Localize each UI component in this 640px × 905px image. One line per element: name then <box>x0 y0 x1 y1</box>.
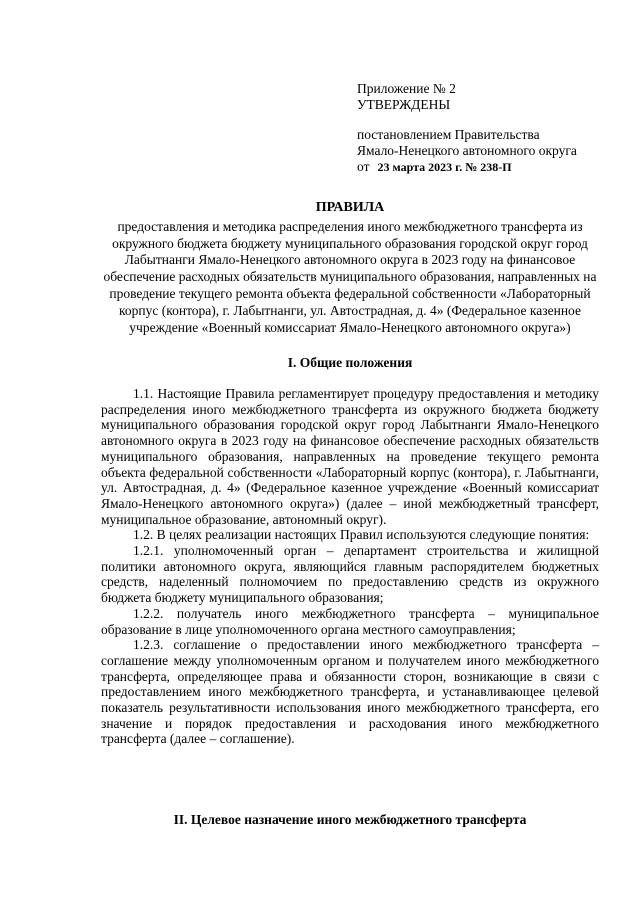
section2-heading: II. Целевое назначение иного межбюджетного трансферта <box>173 812 527 827</box>
title-heading: ПРАВИЛА <box>315 200 385 215</box>
paragraph-1-2-1: 1.2.1. уполномоченный орган – департамент строительства и жилищной политики автономного округа, являющийся главным распорядителем бюджетных средств, наделенный полномочием по предоставлению средств из окружного бюджета бюджету муниципального образования; <box>101 543 599 606</box>
from-label: от <box>357 159 370 174</box>
approved-label: УТВЕРЖДЕНЫ <box>357 97 451 112</box>
appendix-number: Приложение № 2 <box>357 81 456 96</box>
document-title <box>96 200 604 336</box>
section1-body <box>101 386 599 747</box>
resolution-date-line <box>357 159 607 175</box>
paragraph-1-1: 1.1. Настоящие Правила регламентирует процедуру предоставления и методику распределения иного межбюджетного трансферта из окружного бюджета бюджету муниципального образования городской округ город Лабытнанги Ямало-Ненецкого автономного округа в 2023 году на финансовое обеспечение расходных обязательств муниципального образования, направленных на проведение текущего ремонта объекта федеральной собственности «Лабораторный корпус (контора), г. Лабытнанги, ул. Автострадная, д. 4» (Федеральное казенное учреждение «Военный комиссариат Ямало-Ненецкого автономного округа») (далее – иной межбюджетный трансферт, муниципальное образование, автономный округ). <box>101 386 599 527</box>
section1-heading: I. Общие положения <box>287 355 413 370</box>
paragraph-1-2-3: 1.2.3. соглашение о предоставлении иного межбюджетного трансферта – соглашение между уполномоченным органом и получателем иного межбюджетного трансферта, определяющее права и обязанности сторон, возникающие в связи с предоставлением иного межбюджетного трансферта, и устанавливающее целевой показатель результативности использования иного межбюджетного трансферта, его значение и порядок предоставления и расходования иного межбюджетного трансферта (далее – соглашение). <box>101 637 599 747</box>
paragraph-1-2-2: 1.2.2. получатель иного межбюджетного трансферта – муниципальное образование в лице уполномоченного органа местного самоуправления; <box>101 605 599 637</box>
approval-block <box>357 81 607 175</box>
paragraph-1-2: 1.2. В целях реализации настоящих Правил используются следующие понятия: <box>133 527 590 543</box>
resolution-label: постановлением Правительства <box>357 127 540 142</box>
title-subtitle: предоставления и методика распределения иного межбюджетного трансферта из окружного бюджета бюджету муниципального образования городской округ город Лабытнанги Ямало-Ненецкого автономного округа в 2023 году на финансовое обеспечение расходных обязательств муниципального образования, направленных на проведение текущего ремонта объекта федеральной собственности «Лабораторный корпус (контора), г. Лабытнанги, ул. Автострадная, д. 4» (Федеральное казенное учреждение «Военный комиссариат Ямало-Ненецкого автономного округа») <box>103 218 597 335</box>
government-name: Ямало-Ненецкого автономного округа <box>357 143 577 158</box>
resolution-date-number: 23 марта 2023 г. № 238-П <box>377 160 512 174</box>
